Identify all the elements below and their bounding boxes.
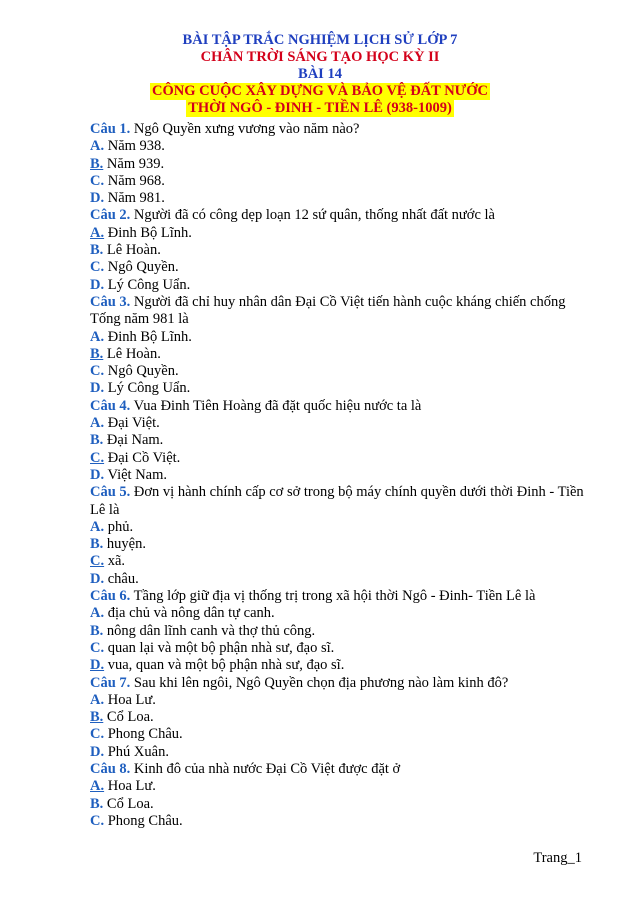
option-a: A. Năm 938. xyxy=(90,138,165,155)
option-c: C. Phong Châu. xyxy=(90,812,183,829)
option-c: C. Ngô Quyền. xyxy=(90,363,179,380)
option-a: A. Đinh Bộ Lĩnh. xyxy=(90,224,192,241)
question-text: Ngô Quyền xưng vương vào năm nào? xyxy=(130,121,360,137)
option-a: A. Hoa Lư. xyxy=(90,691,156,708)
option-c: C. xã. xyxy=(90,553,126,570)
question-list xyxy=(90,121,590,830)
question-3 xyxy=(90,294,590,329)
option-d: D. Việt Nam. xyxy=(90,466,168,483)
question-label: Câu 3. xyxy=(90,293,131,310)
option-a: A. phủ. xyxy=(90,518,134,535)
option-d: D. Lý Công Uẩn. xyxy=(90,380,191,397)
question-text: Kinh đô của nhà nước Đại Cồ Việt được đặt ở xyxy=(130,760,401,777)
option-b: B. huyện. xyxy=(90,536,146,553)
option-b: B. nông dân lĩnh canh và thợ thủ công. xyxy=(90,622,316,639)
lesson-title-line1: CÔNG CUỘC XÂY DỰNG VÀ BẢO VỆ ĐẤT NƯỚC xyxy=(152,83,488,99)
question-6 xyxy=(90,588,590,605)
question-label: Câu 7. xyxy=(90,674,131,691)
question-text: Sau khi lên ngôi, Ngô Quyền chọn địa phương nào làm kinh đô? xyxy=(130,674,509,691)
option-a: A. Hoa Lư. xyxy=(90,778,156,795)
option-d: D. Lý Công Uẩn. xyxy=(90,276,191,293)
correct-answer-marker: B. xyxy=(90,345,104,362)
question-2 xyxy=(90,207,590,224)
option-b: B. Đại Nam. xyxy=(90,432,164,449)
question-text: Người đã chỉ huy nhân dân Đại Cồ Việt tiến hành cuộc kháng chiến chống Tống năm 981 là xyxy=(90,293,566,328)
question-text: Đơn vị hành chính cấp cơ sở trong bộ máy chính quyền dưới thời Đinh - Tiền Lê là xyxy=(90,484,584,518)
worksheet-subtitle: CHÂN TRỜI SÁNG TẠO HỌC KỲ II xyxy=(200,49,440,65)
option-b: B. Lê Hoàn. xyxy=(90,345,161,362)
question-label: Câu 2. xyxy=(90,207,131,224)
option-b: B. Cổ Loa. xyxy=(90,795,154,812)
correct-answer-marker: C. xyxy=(90,449,105,466)
option-c: C. Phong Châu. xyxy=(90,726,183,743)
option-c: C. Năm 968. xyxy=(90,172,165,189)
correct-answer-marker: A. xyxy=(90,224,105,241)
question-label: Câu 5. xyxy=(90,484,131,501)
question-8 xyxy=(90,761,590,778)
correct-answer-marker: D. xyxy=(90,657,105,674)
option-c: C. Đại Cồ Việt. xyxy=(90,449,181,466)
correct-answer-marker: C. xyxy=(90,553,105,570)
question-text: Người đã có công dẹp loạn 12 sứ quân, thống nhất đất nước là xyxy=(130,207,495,224)
question-label: Câu 8. xyxy=(90,760,131,777)
question-label: Câu 4. xyxy=(90,397,131,414)
option-d: D. Năm 981. xyxy=(90,190,165,207)
option-a: A. Đại Việt. xyxy=(90,415,160,432)
lesson-title-line2: THỜI NGÔ - ĐINH - TIỀN LÊ (938-1009) xyxy=(188,100,452,116)
option-d: D. vua, quan và một bộ phận nhà sư, đạo sĩ. xyxy=(90,657,345,674)
document-header xyxy=(0,32,640,117)
option-a: A. Đinh Bộ Lĩnh. xyxy=(90,328,192,345)
option-c: C. quan lại và một bộ phận nhà sư, đạo sĩ. xyxy=(90,639,335,656)
option-d: D. Phú Xuân. xyxy=(90,743,169,760)
option-d: D. châu. xyxy=(90,570,139,587)
option-c: C. Ngô Quyền. xyxy=(90,259,179,276)
option-b: B. Năm 939. xyxy=(90,155,165,172)
option-b: B. Lê Hoàn. xyxy=(90,242,161,259)
correct-answer-marker: B. xyxy=(90,709,104,726)
question-text: Vua Đinh Tiên Hoàng đã đặt quốc hiệu nước ta là xyxy=(130,397,422,414)
page-number: Trang_1 xyxy=(533,850,582,866)
question-4 xyxy=(90,398,590,415)
lesson-number: BÀI 14 xyxy=(298,66,342,82)
correct-answer-marker: B. xyxy=(90,155,104,172)
correct-answer-marker: A. xyxy=(90,778,105,795)
question-text: Tầng lớp giữ địa vị thống trị trong xã hội thời Ngô - Đinh- Tiền Lê là xyxy=(130,588,536,605)
question-7 xyxy=(90,675,590,692)
question-1 xyxy=(90,121,590,138)
question-5 xyxy=(90,484,590,519)
option-b: B. Cổ Loa. xyxy=(90,709,154,726)
worksheet-title: BÀI TẬP TRẮC NGHIỆM LỊCH SỬ LỚP 7 xyxy=(182,32,458,48)
question-label: Câu 6. xyxy=(90,588,131,605)
option-a: A. địa chủ và nông dân tự canh. xyxy=(90,605,275,622)
question-label: Câu 1. xyxy=(90,121,131,137)
